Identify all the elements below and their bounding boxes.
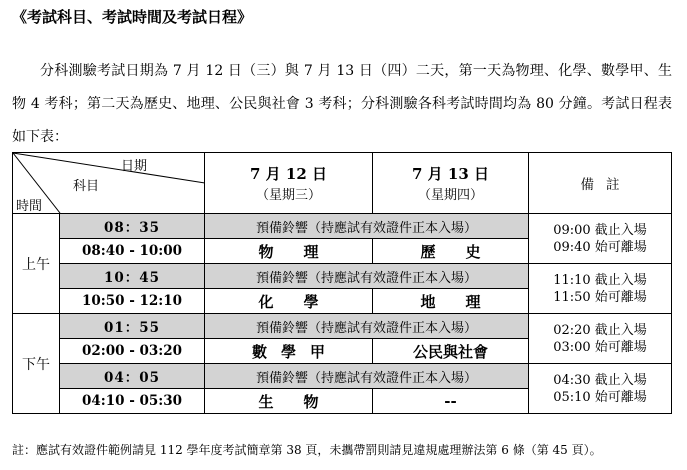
corner-time-label: 時間 bbox=[16, 199, 43, 214]
period-pm-label: 下午 bbox=[13, 314, 60, 414]
remark-line: 09:00 截止入場 bbox=[553, 222, 647, 238]
notes-header: 備註 bbox=[529, 153, 672, 214]
remark-line: 04:30 截止入場 bbox=[553, 372, 647, 388]
day2-subject: 地理 bbox=[373, 289, 529, 314]
remark-line: 05:10 始可離場 bbox=[553, 389, 647, 405]
day1-header bbox=[205, 153, 373, 214]
day1-subject: 化學 bbox=[205, 289, 373, 314]
bell-time: 08：35 bbox=[60, 214, 205, 239]
day1-weekday: （星期三） bbox=[255, 188, 321, 203]
bell-notice: 預備鈴響（持應試有效證件正本入場） bbox=[205, 214, 529, 239]
corner-date-label: 日期 bbox=[121, 159, 148, 174]
day2-subject: 歷史 bbox=[373, 239, 529, 264]
remark-line: 02:20 截止入場 bbox=[553, 322, 647, 338]
bell-time: 01：55 bbox=[60, 314, 205, 339]
corner-subject-label: 科目 bbox=[73, 179, 100, 194]
exam-time: 02:00 - 03:20 bbox=[60, 339, 205, 364]
bell-time: 10：45 bbox=[60, 264, 205, 289]
remark-line: 09:40 始可離場 bbox=[553, 239, 647, 255]
exam-schedule-table bbox=[12, 152, 672, 414]
day1-date: 7 月 12 日 bbox=[250, 165, 327, 183]
table-row bbox=[13, 364, 672, 389]
remark-cell bbox=[529, 214, 672, 264]
day1-subject: 生物 bbox=[205, 389, 373, 414]
bell-time: 04：05 bbox=[60, 364, 205, 389]
period-am-label: 上午 bbox=[13, 214, 60, 314]
table-row bbox=[13, 214, 672, 239]
exam-time: 04:10 - 05:30 bbox=[60, 389, 205, 414]
remark-line: 03:00 始可離場 bbox=[553, 339, 647, 355]
exam-time: 10:50 - 12:10 bbox=[60, 289, 205, 314]
remark-line: 11:10 截止入場 bbox=[553, 272, 647, 288]
remark-cell bbox=[529, 314, 672, 364]
day2-subject: 公民與社會 bbox=[373, 339, 529, 364]
day2-header bbox=[373, 153, 529, 214]
exam-time: 08:40 - 10:00 bbox=[60, 239, 205, 264]
day2-date: 7 月 13 日 bbox=[412, 165, 489, 183]
bell-notice: 預備鈴響（持應試有效證件正本入場） bbox=[205, 364, 529, 389]
table-row bbox=[13, 264, 672, 289]
remark-cell bbox=[529, 364, 672, 414]
table-row bbox=[13, 314, 672, 339]
day2-weekday: （星期四） bbox=[417, 188, 483, 203]
table-header-row bbox=[13, 153, 672, 214]
bell-notice: 預備鈴響（持應試有效證件正本入場） bbox=[205, 264, 529, 289]
remark-line: 11:50 始可離場 bbox=[553, 289, 647, 305]
day1-subject: 數學甲 bbox=[205, 339, 373, 364]
intro-paragraph: 分科測驗考試日期為 7 月 12 日（三）與 7 月 13 日（四）二天，第一天為物理、化學、數學甲、生物 4 考科；第二天為歷史、地理、公民與社會 3 考科；分科測驗各科考試時間均為 80 分鐘。考試日程表如下表： bbox=[12, 63, 672, 145]
day2-subject: -- bbox=[373, 389, 529, 414]
day1-subject: 物理 bbox=[205, 239, 373, 264]
corner-header-cell bbox=[13, 153, 205, 214]
bell-notice: 預備鈴響（持應試有效證件正本入場） bbox=[205, 314, 529, 339]
footnote: 註：應試有效證件範例請見 112 學年度考試簡章第 38 頁，未攜帶罰則請見違規處理辦法第 6 條（第 45 頁）。 bbox=[12, 443, 602, 457]
remark-cell bbox=[529, 264, 672, 314]
section-heading: 《考試科目、考試時間及考試日程》 bbox=[12, 8, 253, 26]
